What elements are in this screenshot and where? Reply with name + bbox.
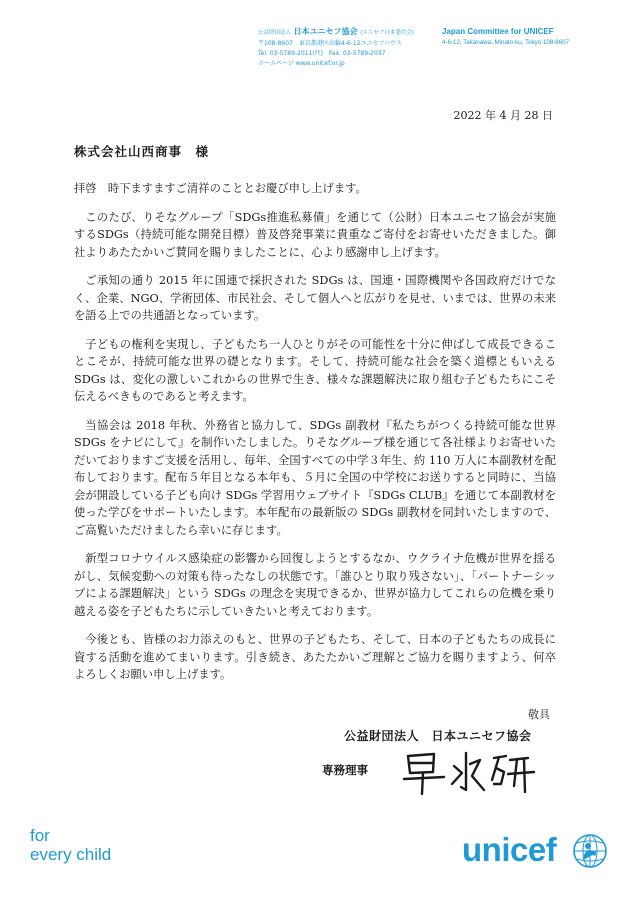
tel-fax: Tel. 03-5789-2011(代) Fax. 03-5789-2037: [258, 50, 386, 57]
tagline-line-1: for: [30, 826, 50, 845]
paragraph: ご承知の通り 2015 年に国連で採択された SDGs は、国連・国際機関や各国政府だけでなく、企業、NGO、学術団体、市民社会、そして個人へと広がりを見せ、いまでは、世界の未来を語る上での共通語となっています。: [74, 274, 556, 322]
org-name-line: [258, 26, 428, 39]
org-kind: 公益財団法人: [258, 30, 292, 36]
org-name-en: Japan Committee for UNICEF: [442, 27, 554, 36]
letterhead-jp: [258, 26, 428, 69]
paragraph: 今後とも、皆様のお力添えのもと、世界の子どもたち、そして、日本の子どもたちの成長に資する活動を進めてまいります。引き続き、あたたかいご理解とご協力を賜りますよう、何卒よろしくお願い申し上げます。: [74, 633, 556, 681]
tagline-line-2: every child: [30, 845, 112, 864]
paragraph: 新型コロナウイルス感染症の影響から回復しようとするなか、ウクライナ危機が世界を揺るがし、気候変動への対策も待ったなしの状態です。「誰ひとり取り残さない」、「パートナーシップによる課題解決」という SDGs の理念を実現できるか、世界が協力してこれらの危機を乗り越える姿を子どもたちに示していきたいと考えております。: [74, 552, 556, 618]
unicef-emblem-icon: [572, 833, 608, 869]
paragraph: このたび、りそなグループ「SDGs推進私募債」を通じて（公財）日本ユニセフ協会が実施するSDGs（持続可能な開発目標）普及啓発事業に貴重なご寄付をお寄せいただきました。御社よりあたたかいご賛同を賜りましたことに、心より感謝申し上げます。: [74, 210, 556, 259]
paragraph: 子どもの権利を実現し、子どもたち一人ひとりがその可能性を十分に伸ばして成長できることこそが、持続可能な世界の礎となります。そして、持続可能な社会を築く道標ともいえる SDGs は、変化の激しいこれからの世界で生き、様々な課題解決に取り組む子どもたちにこそ伝えるべきものであると考えます。: [74, 337, 556, 403]
letter-date: 2022 年 4 月 28 日: [453, 109, 553, 122]
paragraph: 当協会は 2018 年秋、外務省と協力して、SDGs 副教材『私たちがつくる持続可能な世界 SDGs をナビにして』を制作いたしました。りそなグループ様を通じて各社様よりお寄せいただいておりますご支援を活用し、毎年、全国すべての中学３年生、約 110 万人に本副教材を配布しております。配布５年目となる本年も、５月に全国の中学校にお送りすると同時に、当協会が開設している子ども向け SDGs 学習用ウェブサイト『SDGs CLUB』を通じて本副教材を使った学びをサポートいたします。本年配布の最新版の SDGs 副教材を同封いたしますので、ご高覧いただけましたら幸いに存じます。: [74, 418, 568, 537]
org-name: 日本ユニセフ協会: [293, 27, 358, 36]
letterhead-en: [442, 26, 632, 48]
tagline: [30, 826, 111, 864]
logo-text: unicef: [462, 831, 557, 868]
homepage: ホームページ www.unicef.or.jp: [258, 60, 345, 67]
signatory-org: 公益財団法人 日本ユニセフ協会: [344, 729, 532, 743]
address-en: 4-6-12, Takanawa, Minato-ku, Tokyo 108-8607: [442, 39, 570, 46]
signatory-title: 専務理事: [322, 763, 368, 777]
address-jp: 〒108-8607 東京都港区高輪4-6-12ユニセフハウス: [258, 40, 402, 47]
greeting: 拝啓 時下ますますご清祥のこととお慶び申し上げます。: [74, 182, 367, 195]
handwritten-signature: [400, 746, 560, 796]
closing: 敬具: [528, 708, 550, 721]
letterhead: [0, 26, 636, 106]
org-sub: (ユニセフ日本委員会): [360, 30, 414, 36]
unicef-logo: [462, 825, 612, 881]
letter-body: [74, 180, 568, 695]
recipient: 株式会社山西商事 様: [74, 144, 210, 159]
